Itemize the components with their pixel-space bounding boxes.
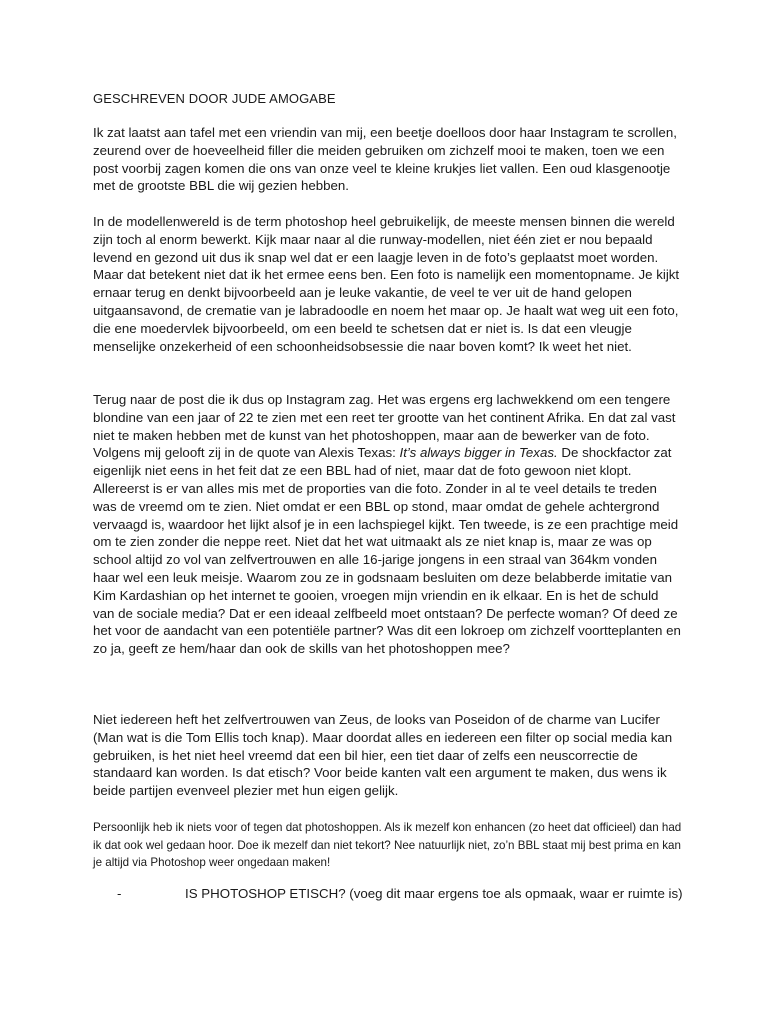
paragraph-instagram-post-text-1: Terug naar de post die ik dus op Instagram zag. Het was ergens erg lachwekkend om een tengere blondine van een jaar of 22 te zien met een reet ter grootte van het continent Afrika. En dat zal vast niet te maken hebben met de kunst van het photoshoppen, maar aan de bewerker van de foto. Volgens mij gelooft zij in de quote van Alexis Texas:: [93, 392, 676, 461]
paragraph-persoonlijk: Persoonlijk heb ik niets voor of tegen dat photoshoppen. Als ik mezelf kon enhancen (zo heet dat officieel) dan had ik dat ook wel gedaan hoor. Doe ik mezelf dan niet tekort? Nee natuurlijk niet, zo’n BBL staat mij best prima en kan je altijd via Photoshop weer ongedaan maken!: [93, 821, 682, 869]
bullet-text: IS PHOTOSHOP ETISCH? (voeg dit maar ergens toe als opmaak, waar er ruimte is): [185, 886, 683, 901]
bullet-marker: -: [117, 886, 122, 901]
paragraph-instagram-post-text-2: De shockfactor zat eigenlijk niet eens in het feit dat ze een BBL had of niet, maar dat de foto gewoon niet klopt. Allereerst is er van alles mis met de proporties van die foto. Zonder in al te veel details te treden was de vreemd om te zien. Niet omdat er een BBL op stond, maar omdat de gehele achtergrond vervaagd is, waardoor het lijkt alsof je in een lachspiegel kijkt. Ten tweede, is ze een prachtige meid om te zien zonder die neppe reet. Niet dat het wat uitmaakt als ze niet knap is, maar ze was op school altijd zo vol van zelfvertrouwen en alle 16-jarige jongens in een straal van 364km vonden haar wel een leuk meisje. Waarom zou ze in godsnaam besluiten om deze belabberde imitatie van Kim Kardashian op het internet te gooien, vroegen mijn vriendin en ik elkaar. En is het de schuld van de sociale media? Dat er een ideaal zelfbeeld moet ontstaan? De perfecte woman? Of deed ze het voor de aandacht van een potentiële partner? Was dit een lokroep om zichzelf voortteplanten en zo ja, geeft ze hem/haar dan ook de skills van het photoshoppen mee?: [93, 445, 681, 657]
author-byline: GESCHREVEN DOOR JUDE AMOGABE: [93, 91, 336, 106]
paragraph-instagram-post: [93, 391, 683, 658]
paragraph-intro: Ik zat laatst aan tafel met een vriendin van mij, een beetje doelloos door haar Instagram te scrollen, zeurend over de hoeveelheid filler die meiden gebruiken om zichzelf mooi te maken, toen we een post voorbij zagen komen die ons van onze veel te kleine krukjes liet vallen. Een oud klasgenootje met de grootste BBL die wij gezien hebben.: [93, 125, 677, 194]
paragraph-zelfvertrouwen: Niet iedereen heft het zelfvertrouwen van Zeus, de looks van Poseidon of de charme van Lucifer (Man wat is die Tom Ellis toch knap). Maar doordat alles en iedereen een filter op social media kan gebruiken, is het niet heel vreemd dat een bil hier, een tiet daar of zelfs een neuscorrectie de standaard kan worden. Is dat etisch? Voor beide kanten valt een argument te maken, dus wens ik beide partijen evenveel plezier met hun eigen gelijk.: [93, 712, 673, 799]
paragraph-modellenwereld: In de modellenwereld is de term photoshop heel gebruikelijk, de meeste mensen binnen die wereld zijn toch al enorm bewerkt. Kijk maar naar al die runway-modellen, niet één ziet er nou bepaald levend en gezond uit dus ik snap wel dat er een laagje leven in de foto’s geplaatst moet worden. Maar dat betekent niet dat ik het ermee eens ben. Een foto is namelijk een momentopname. Je kijkt ernaar terug en denkt bijvoorbeeld aan je leuke vakantie, de veel te ver uit de hand gelopen uitgaansavond, de crematie van je labradoodle en noem het maar op. Je haalt wat weg uit een foto, die ene moedervlek bijvoorbeeld, om een beeld te schetsen dat er niet is. Is dat een vleugje menselijke onzekerheid of een schoonheidsobsessie die naar boven komt? Ik weet het niet.: [93, 214, 680, 354]
alexis-texas-quote: It’s always bigger in Texas.: [399, 445, 558, 461]
